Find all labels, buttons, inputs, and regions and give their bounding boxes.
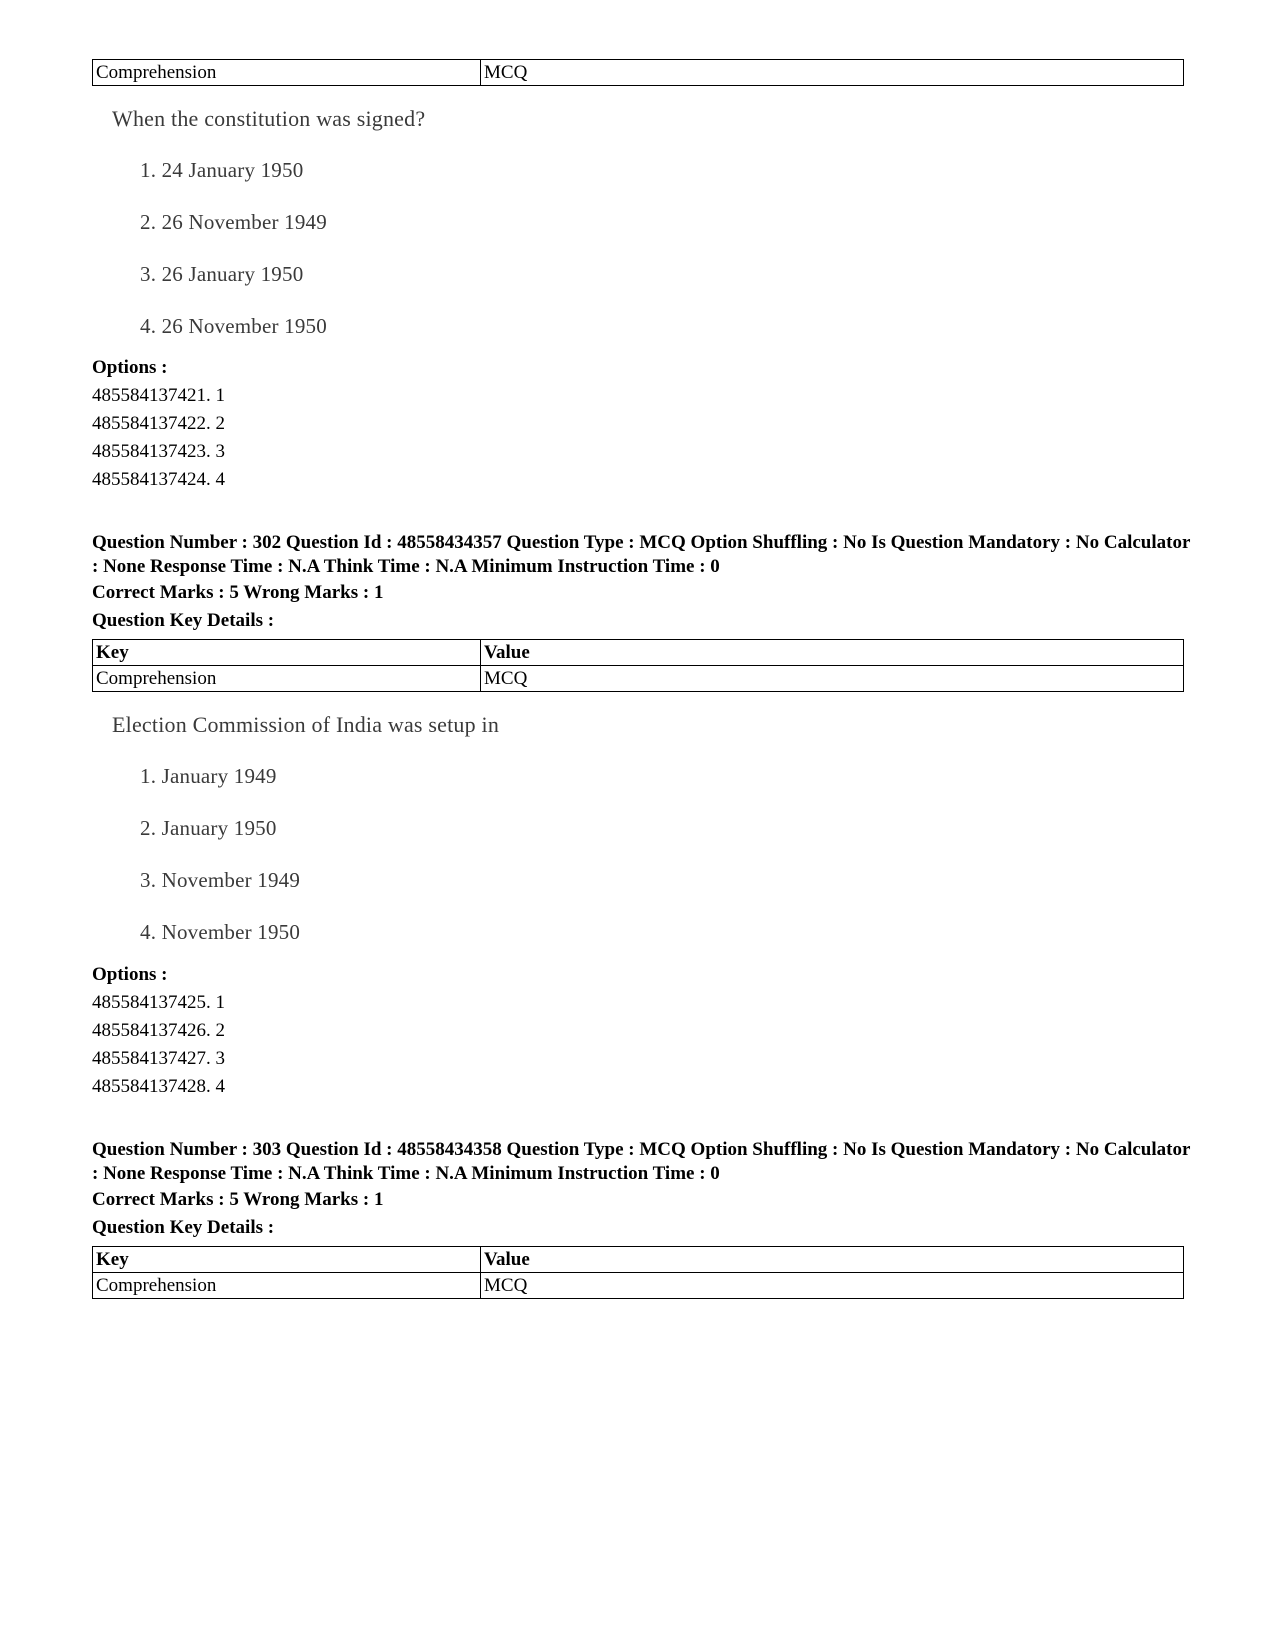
key-header: Key [93, 640, 481, 666]
value-cell: MCQ [481, 1273, 1184, 1299]
key-cell: Comprehension [93, 60, 481, 86]
options-heading: Options : [92, 357, 168, 378]
question-key-table [92, 1246, 1184, 1299]
choice-item: 1. January 1949 [140, 764, 277, 788]
option-row: 485584137424. 4 [92, 469, 225, 490]
choice-item: 3. 26 January 1950 [140, 262, 304, 286]
key-header: Key [93, 1247, 481, 1273]
table-row [93, 60, 1184, 86]
value-cell: MCQ [481, 60, 1184, 86]
question-meta: Question Number : 303 Question Id : 48558434358 Question Type : MCQ Option Shuffling : No Is Question Mandatory : No Calculator : None Response Time : N.A Think Time : N.A Minimum Instruction Time : 0 [92, 1139, 1191, 1184]
question-meta: Question Number : 302 Question Id : 48558434357 Question Type : MCQ Option Shuffling : No Is Question Mandatory : No Calculator : None Response Time : N.A Think Time : N.A Minimum Instruction Time : 0 [92, 532, 1191, 577]
value-header: Value [481, 640, 1184, 666]
key-details-heading: Question Key Details : [92, 610, 275, 631]
option-row: 485584137423. 3 [92, 441, 225, 462]
table-header-row [93, 1247, 1184, 1273]
table-row [93, 666, 1184, 692]
choice-item: 4. November 1950 [140, 920, 301, 944]
top-key-table [92, 59, 1184, 86]
option-row: 485584137426. 2 [92, 1020, 225, 1041]
choice-item: 2. 26 November 1949 [140, 210, 327, 234]
option-row: 485584137425. 1 [92, 992, 225, 1013]
marks-line: Correct Marks : 5 Wrong Marks : 1 [92, 1189, 384, 1210]
key-details-heading: Question Key Details : [92, 1217, 275, 1238]
choice-item: 1. 24 January 1950 [140, 158, 304, 182]
key-cell: Comprehension [93, 1273, 481, 1299]
value-header: Value [481, 1247, 1184, 1273]
question-text: When the constitution was signed? [112, 106, 426, 131]
choice-item: 3. November 1949 [140, 868, 301, 892]
question-key-table [92, 639, 1184, 692]
table-row [93, 1273, 1184, 1299]
option-row: 485584137427. 3 [92, 1048, 225, 1069]
marks-line: Correct Marks : 5 Wrong Marks : 1 [92, 582, 384, 603]
key-cell: Comprehension [93, 666, 481, 692]
choice-item: 2. January 1950 [140, 816, 277, 840]
value-cell: MCQ [481, 666, 1184, 692]
options-heading: Options : [92, 964, 168, 985]
choice-item: 4. 26 November 1950 [140, 314, 327, 338]
table-header-row [93, 640, 1184, 666]
question-text: Election Commission of India was setup in [112, 712, 500, 737]
option-row: 485584137422. 2 [92, 413, 225, 434]
option-row: 485584137428. 4 [92, 1076, 225, 1097]
option-row: 485584137421. 1 [92, 385, 225, 406]
